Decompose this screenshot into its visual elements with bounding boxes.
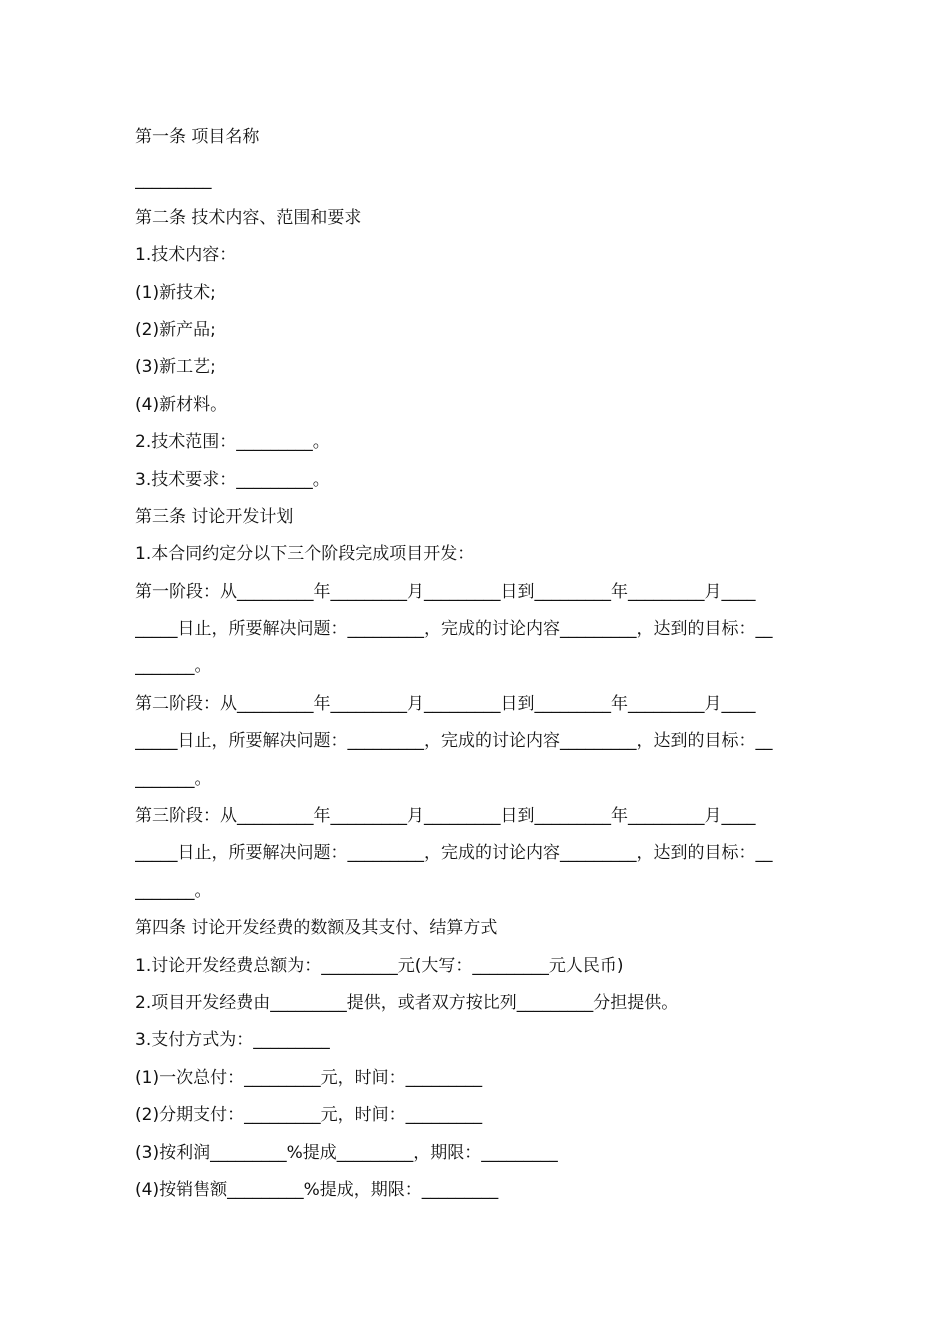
phase-2-line-1: 第二阶段：从_________年_________月_________日到_________年_________月____ [135,693,756,714]
phase-1-line-3: _______。 [135,656,212,677]
phase-1-line-1: 第一阶段：从_________年_________月_________日到_________年_________月____ [135,581,756,602]
phase-3-line-2: _____日止，所要解决问题：_________，完成的讨论内容_________，达到的目标：__ [135,843,773,864]
tech-requirements: 3.技术要求：_________。 [135,469,330,490]
payment-option-3: (3)按利润_________%提成_________，期限：_________ [135,1142,558,1163]
article-3-heading: 第三条 讨论开发计划 [135,506,294,527]
tech-item-2: (2)新产品; [135,319,216,340]
tech-item-3: (3)新工艺; [135,357,216,378]
payment-option-4: (4)按销售额_________%提成，期限：_________ [135,1179,499,1200]
article-2-heading: 第二条 技术内容、范围和要求 [135,207,362,228]
article-4-heading: 第四条 讨论开发经费的数额及其支付、结算方式 [135,918,498,939]
tech-item-4: (4)新材料。 [135,394,228,415]
phase-3-line-3: _______。 [135,880,212,901]
article-1-heading: 第一条 项目名称 [135,127,260,147]
phase-2-line-2: _____日止，所要解决问题：_________，完成的讨论内容_________，达到的目标：__ [135,731,773,752]
payment-option-2: (2)分期支付：_________元，时间：_________ [135,1105,483,1126]
tech-content-label: 1.技术内容： [135,245,237,266]
tech-item-1: (1)新技术; [135,282,216,303]
payment-method: 3.支付方式为：_________ [135,1030,330,1051]
payment-option-1: (1)一次总付：_________元，时间：_________ [135,1067,483,1088]
phase-3-line-1: 第三阶段：从_________年_________月_________日到_________年_________月____ [135,806,756,827]
plan-intro: 1.本合同约定分以下三个阶段完成项目开发： [135,544,475,565]
funding-total: 1.讨论开发经费总额为：_________元(大写：_________元人民币) [135,955,624,976]
contract-body [135,119,835,1209]
phase-1-line-2: _____日止，所要解决问题：_________，完成的讨论内容_________，达到的目标：__ [135,619,773,640]
phase-2-line-3: _______。 [135,768,212,789]
project-name-blank: _________ [135,170,212,191]
tech-scope: 2.技术范围：_________。 [135,432,330,453]
funding-provider: 2.项目开发经费由_________提供，或者双方按比列_________分担提供。 [135,992,679,1013]
